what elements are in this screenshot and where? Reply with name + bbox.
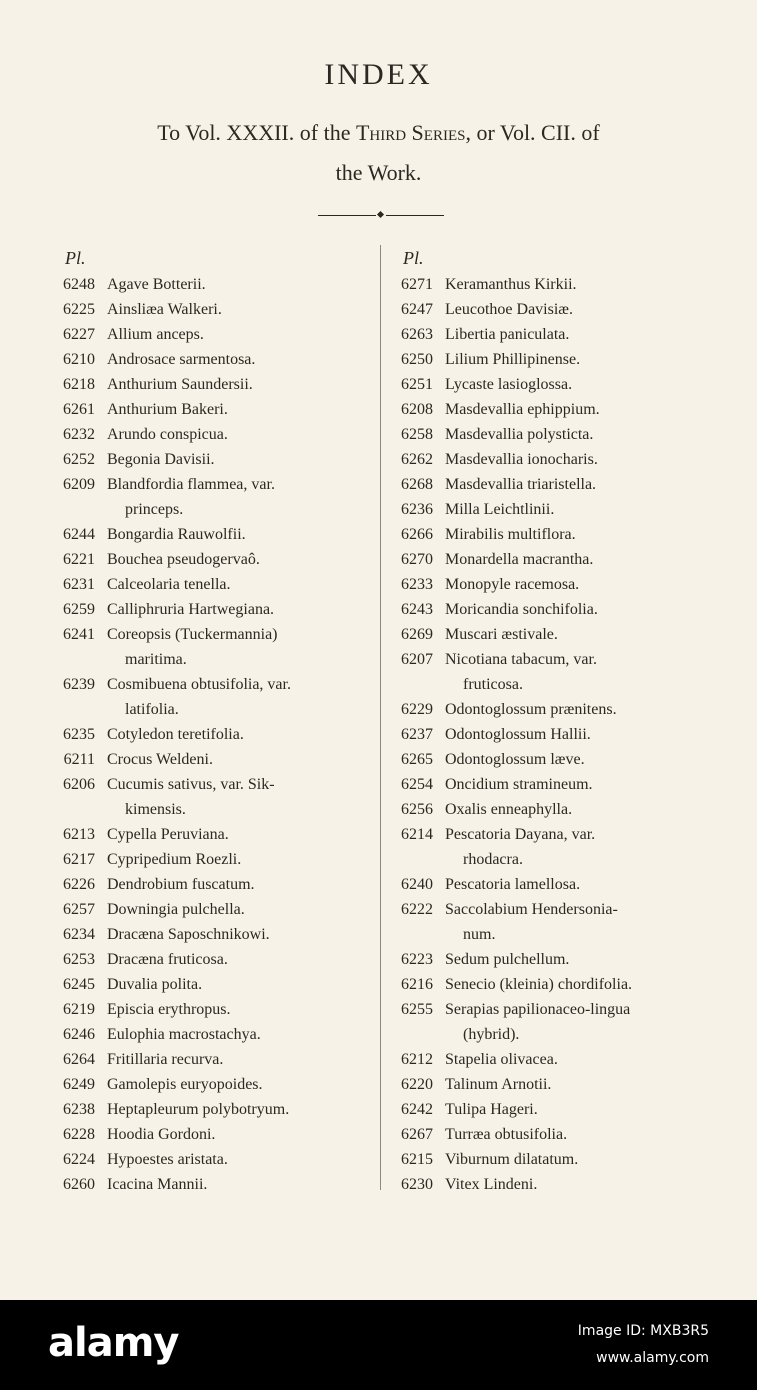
index-entry (383, 297, 703, 322)
index-entry (383, 747, 703, 772)
plate-number: 6261 (63, 401, 95, 418)
species-name-text: Cotyledon teretifolia. (107, 726, 244, 743)
plate-number: 6270 (401, 551, 433, 568)
species-name (445, 597, 703, 622)
plate-number: 6210 (63, 351, 95, 368)
index-entry (45, 1072, 370, 1097)
species-name (107, 922, 370, 947)
species-name-text: Bongardia Rauwolfii. (107, 526, 246, 543)
plate-number: 6264 (63, 1051, 95, 1068)
index-entry (383, 1047, 703, 1072)
species-name (445, 972, 703, 997)
plate-number: 6218 (63, 376, 95, 393)
plate-number: 6247 (401, 301, 433, 318)
species-name-text: Ainsliæa Walkeri. (107, 301, 222, 318)
species-name-text: Keramanthus Kirkii. (445, 276, 577, 293)
index-entry (45, 422, 370, 447)
species-name (107, 897, 370, 922)
species-name (445, 322, 703, 347)
species-name-text: Androsace sarmentosa. (107, 351, 256, 368)
species-name (107, 672, 370, 722)
plate-number: 6241 (63, 626, 95, 643)
species-name-text: Moricandia sonchifolia. (445, 601, 598, 618)
species-name-continuation: num. (463, 926, 496, 943)
species-name (107, 447, 370, 472)
species-name-text: Downingia pulchella. (107, 901, 245, 918)
species-name (445, 447, 703, 472)
plate-number: 6233 (401, 576, 433, 593)
species-name-text: Agave Botterii. (107, 276, 206, 293)
plate-number: 6213 (63, 826, 95, 843)
subtitle-part-2: , or Vol. CII. of (465, 120, 600, 145)
species-name-text: Serapias papilionaceo-lingua (445, 1001, 631, 1018)
species-name (445, 397, 703, 422)
species-name-text: Arundo conspicua. (107, 426, 228, 443)
plate-number: 6224 (63, 1151, 95, 1168)
species-name-text: Odontoglossum Hallii. (445, 726, 591, 743)
species-name (445, 372, 703, 397)
index-entry (383, 447, 703, 472)
index-entry (383, 1097, 703, 1122)
index-entry (45, 372, 370, 397)
species-name (107, 1072, 370, 1097)
plate-number: 6221 (63, 551, 95, 568)
species-name-continuation: (hybrid). (463, 1026, 520, 1043)
plate-number: 6216 (401, 976, 433, 993)
plate-number: 6252 (63, 451, 95, 468)
species-name-text: Viburnum dilatatum. (445, 1151, 579, 1168)
plate-number: 6223 (401, 951, 433, 968)
index-entry (383, 1072, 703, 1097)
column-divider (380, 245, 381, 1190)
species-name (107, 572, 370, 597)
species-name-text: Heptapleurum polybotryum. (107, 1101, 290, 1118)
species-name (445, 947, 703, 972)
plate-number: 6226 (63, 876, 95, 893)
species-name (107, 972, 370, 997)
species-name (107, 872, 370, 897)
index-entry (45, 1122, 370, 1147)
plate-number: 6269 (401, 626, 433, 643)
species-name (445, 1172, 703, 1197)
index-entry (45, 1147, 370, 1172)
species-name (107, 472, 370, 522)
species-name (445, 1097, 703, 1122)
index-entry (45, 347, 370, 372)
index-entry (383, 572, 703, 597)
index-entry (45, 1097, 370, 1122)
species-name-text: Lilium Phillipinense. (445, 351, 581, 368)
species-name-text: Hoodia Gordoni. (107, 1126, 216, 1143)
index-entry (45, 397, 370, 422)
index-entry (383, 897, 703, 947)
index-entry (45, 1022, 370, 1047)
species-name (445, 722, 703, 747)
species-name (445, 297, 703, 322)
index-entry (383, 322, 703, 347)
species-name (107, 1047, 370, 1072)
species-name-text: Muscari æstivale. (445, 626, 558, 643)
species-name (107, 272, 370, 297)
species-name-text: Dracæna fruticosa. (107, 951, 228, 968)
species-name (107, 1172, 370, 1197)
site-url: www.alamy.com (596, 1350, 709, 1366)
index-entry (45, 597, 370, 622)
species-name (107, 547, 370, 572)
species-name-text: Blandfordia flammea, var. (107, 476, 275, 493)
species-name (107, 522, 370, 547)
index-entry (45, 847, 370, 872)
page-title: INDEX (324, 58, 433, 91)
index-entry (45, 622, 370, 672)
plate-number: 6209 (63, 476, 95, 493)
species-name-text: Oxalis enneaphylla. (445, 801, 573, 818)
index-entry (45, 897, 370, 922)
species-name-text: Anthurium Saundersii. (107, 376, 253, 393)
plate-number: 6219 (63, 1001, 95, 1018)
index-entry (383, 397, 703, 422)
species-name (107, 947, 370, 972)
species-name (445, 647, 703, 697)
plate-number: 6237 (401, 726, 433, 743)
index-entry (383, 547, 703, 572)
plate-number: 6239 (63, 676, 95, 693)
index-entry (45, 472, 370, 522)
plate-number: 6217 (63, 851, 95, 868)
species-name (445, 797, 703, 822)
index-entry (45, 997, 370, 1022)
plate-number: 6212 (401, 1051, 433, 1068)
species-name (445, 497, 703, 522)
species-name (107, 747, 370, 772)
species-name-text: Libertia paniculata. (445, 326, 570, 343)
index-entry (45, 772, 370, 822)
index-entry (45, 972, 370, 997)
species-name-text: Duvalia polita. (107, 976, 203, 993)
plate-number: 6256 (401, 801, 433, 818)
plate-number: 6254 (401, 776, 433, 793)
species-name (107, 1147, 370, 1172)
index-entry (45, 447, 370, 472)
species-name-text: Hypoestes aristata. (107, 1151, 228, 1168)
species-name-text: Nicotiana tabacum, var. (445, 651, 597, 668)
species-name-text: Saccolabium Hendersonia- (445, 901, 618, 918)
species-name-text: Anthurium Bakeri. (107, 401, 228, 418)
subtitle-part-3: the Work. (335, 160, 422, 185)
index-entry (45, 322, 370, 347)
index-entry (45, 547, 370, 572)
species-name-text: Crocus Weldeni. (107, 751, 213, 768)
species-name (445, 1147, 703, 1172)
plate-number: 6214 (401, 826, 433, 843)
ornamental-rule (318, 212, 444, 218)
index-entry (383, 1172, 703, 1197)
index-entry (383, 722, 703, 747)
brand-logo: alamy (48, 1320, 179, 1366)
species-name-continuation: maritima. (125, 651, 187, 668)
species-name-continuation: latifolia. (125, 701, 179, 718)
species-name (445, 822, 703, 872)
species-name (445, 747, 703, 772)
index-entry (383, 272, 703, 297)
index-entry (45, 572, 370, 597)
species-name-text: Eulophia macrostachya. (107, 1026, 261, 1043)
species-name-text: Masdevallia triaristella. (445, 476, 597, 493)
index-column-left (45, 245, 370, 1197)
plate-number: 6262 (401, 451, 433, 468)
subtitle-part-1: To Vol. XXXII. of the (157, 120, 356, 145)
index-entry (45, 922, 370, 947)
image-id: Image ID: MXB3R5 (577, 1323, 709, 1339)
species-name-text: Milla Leichtlinii. (445, 501, 555, 518)
index-entry (383, 347, 703, 372)
species-name (445, 997, 703, 1047)
plate-number: 6230 (401, 1176, 433, 1193)
image-id-block (578, 1318, 709, 1372)
plate-number: 6242 (401, 1101, 433, 1118)
index-entry (45, 747, 370, 772)
plate-number: 6250 (401, 351, 433, 368)
species-name-text: Calliphruria Hartwegiana. (107, 601, 275, 618)
plate-number: 6211 (63, 751, 95, 768)
index-entry (45, 272, 370, 297)
index-entry (383, 972, 703, 997)
species-name (445, 897, 703, 947)
plate-number: 6229 (401, 701, 433, 718)
species-name-text: Masdevallia ionocharis. (445, 451, 598, 468)
species-name-text: Odontoglossum læve. (445, 751, 585, 768)
plate-number: 6263 (401, 326, 433, 343)
index-entry (383, 772, 703, 797)
plate-number: 6245 (63, 976, 95, 993)
plate-number: 6220 (401, 1076, 433, 1093)
plate-number: 6265 (401, 751, 433, 768)
plate-number: 6249 (63, 1076, 95, 1093)
plate-number: 6208 (401, 401, 433, 418)
species-name (445, 1122, 703, 1147)
index-entry (45, 872, 370, 897)
index-entry (383, 472, 703, 497)
species-name-text: Stapelia olivacea. (445, 1051, 558, 1068)
species-name (445, 1047, 703, 1072)
species-name (445, 272, 703, 297)
pl-column-header: Pl. (65, 248, 86, 268)
species-name (107, 422, 370, 447)
index-entry (383, 997, 703, 1047)
plate-number: 6266 (401, 526, 433, 543)
plate-number: 6243 (401, 601, 433, 618)
plate-number: 6235 (63, 726, 95, 743)
index-entry (383, 647, 703, 697)
species-name (445, 872, 703, 897)
species-name-text: Senecio (kleinia) chordifolia. (445, 976, 633, 993)
plate-number: 6232 (63, 426, 95, 443)
species-name (107, 1122, 370, 1147)
index-entry (383, 422, 703, 447)
species-name (107, 372, 370, 397)
species-name-text: Masdevallia ephippium. (445, 401, 600, 418)
species-name-text: Episcia erythropus. (107, 1001, 231, 1018)
species-name-text: Icacina Mannii. (107, 1176, 208, 1193)
index-entry (383, 822, 703, 872)
index-entry (45, 1172, 370, 1197)
species-name-text: Coreopsis (Tuckermannia) (107, 626, 278, 643)
species-name-text: Calceolaria tenella. (107, 576, 231, 593)
plate-number: 6246 (63, 1026, 95, 1043)
species-name (107, 622, 370, 672)
species-name-text: Vitex Lindeni. (445, 1176, 538, 1193)
plate-number: 6268 (401, 476, 433, 493)
species-name-continuation: fruticosa. (463, 676, 523, 693)
page-subtitle (30, 113, 727, 193)
species-name-text: Lycaste lasioglossa. (445, 376, 573, 393)
species-name-text: Begonia Davisii. (107, 451, 215, 468)
index-entry (383, 797, 703, 822)
index-entry (383, 872, 703, 897)
species-name-text: Cosmibuena obtusifolia, var. (107, 676, 291, 693)
species-name-text: Tulipa Hageri. (445, 1101, 538, 1118)
plate-number: 6267 (401, 1126, 433, 1143)
species-name (107, 597, 370, 622)
species-name-text: Dracæna Saposchnikowi. (107, 926, 270, 943)
species-name (445, 772, 703, 797)
species-name (445, 622, 703, 647)
plate-number: 6206 (63, 776, 95, 793)
plate-number: 6236 (401, 501, 433, 518)
index-entry (383, 1122, 703, 1147)
index-entry (45, 1047, 370, 1072)
species-name (107, 1097, 370, 1122)
species-name-text: Sedum pulchellum. (445, 951, 570, 968)
index-entry (45, 722, 370, 747)
species-name (107, 347, 370, 372)
index-entry (383, 947, 703, 972)
plate-number: 6258 (401, 426, 433, 443)
index-column-right (383, 245, 703, 1197)
species-name-text: Talinum Arnotii. (445, 1076, 552, 1093)
plate-number: 6225 (63, 301, 95, 318)
plate-number: 6215 (401, 1151, 433, 1168)
index-entry (383, 622, 703, 647)
index-entry (45, 947, 370, 972)
diamond-icon (377, 211, 384, 218)
species-name (445, 697, 703, 722)
species-name-text: Masdevallia polysticta. (445, 426, 594, 443)
species-name-continuation: rhodacra. (463, 851, 523, 868)
plate-number: 6240 (401, 876, 433, 893)
species-name-text: Mirabilis multiflora. (445, 526, 576, 543)
species-name (107, 847, 370, 872)
species-name (107, 397, 370, 422)
plate-number: 6207 (401, 651, 433, 668)
index-entry (383, 522, 703, 547)
species-name-text: Turræa obtusifolia. (445, 1126, 568, 1143)
plate-number: 6251 (401, 376, 433, 393)
index-entry (45, 822, 370, 847)
species-name (445, 547, 703, 572)
plate-number: 6260 (63, 1176, 95, 1193)
species-name-text: Odontoglossum prænitens. (445, 701, 617, 718)
plate-number: 6228 (63, 1126, 95, 1143)
species-name-continuation: princeps. (125, 501, 184, 518)
species-name-text: Leucothoe Davisiæ. (445, 301, 573, 318)
watermark-footer (0, 1300, 757, 1390)
species-name (445, 522, 703, 547)
species-name-text: Allium anceps. (107, 326, 204, 343)
plate-number: 6231 (63, 576, 95, 593)
species-name-text: Cypripedium Roezli. (107, 851, 242, 868)
plate-number: 6238 (63, 1101, 95, 1118)
species-name (107, 297, 370, 322)
subtitle-series: Third Series (355, 120, 466, 145)
species-name-text: Pescatoria Dayana, var. (445, 826, 596, 843)
species-name-text: Dendrobium fuscatum. (107, 876, 255, 893)
species-name-text: Cucumis sativus, var. Sik- (107, 776, 275, 793)
species-name (107, 722, 370, 747)
species-name-text: Monardella macrantha. (445, 551, 594, 568)
species-name (445, 572, 703, 597)
index-entry (45, 297, 370, 322)
species-name-text: Pescatoria lamellosa. (445, 876, 581, 893)
plate-number: 6253 (63, 951, 95, 968)
species-name (107, 1022, 370, 1047)
plate-number: 6255 (401, 1001, 433, 1018)
plate-number: 6257 (63, 901, 95, 918)
species-name (107, 997, 370, 1022)
pl-column-header: Pl. (403, 248, 424, 268)
species-name (445, 1072, 703, 1097)
index-entry (383, 372, 703, 397)
plate-number: 6234 (63, 926, 95, 943)
plate-number: 6227 (63, 326, 95, 343)
species-name (445, 347, 703, 372)
plate-number: 6259 (63, 601, 95, 618)
plate-number: 6248 (63, 276, 95, 293)
index-entry (383, 697, 703, 722)
species-name (107, 822, 370, 847)
species-name (107, 772, 370, 822)
species-name-text: Oncidium stramineum. (445, 776, 593, 793)
plate-number: 6222 (401, 901, 433, 918)
index-entry (383, 1147, 703, 1172)
index-entry (45, 672, 370, 722)
plate-number: 6271 (401, 276, 433, 293)
index-entry (45, 522, 370, 547)
index-entry (383, 497, 703, 522)
species-name (445, 422, 703, 447)
species-name-text: Gamolepis euryopoides. (107, 1076, 263, 1093)
species-name-text: Monopyle racemosa. (445, 576, 580, 593)
plate-number: 6244 (63, 526, 95, 543)
species-name-continuation: kimensis. (125, 801, 186, 818)
species-name (107, 322, 370, 347)
species-name-text: Fritillaria recurva. (107, 1051, 224, 1068)
species-name (445, 472, 703, 497)
species-name-text: Cypella Peruviana. (107, 826, 229, 843)
index-entry (383, 597, 703, 622)
species-name-text: Bouchea pseudogervaô. (107, 551, 260, 568)
